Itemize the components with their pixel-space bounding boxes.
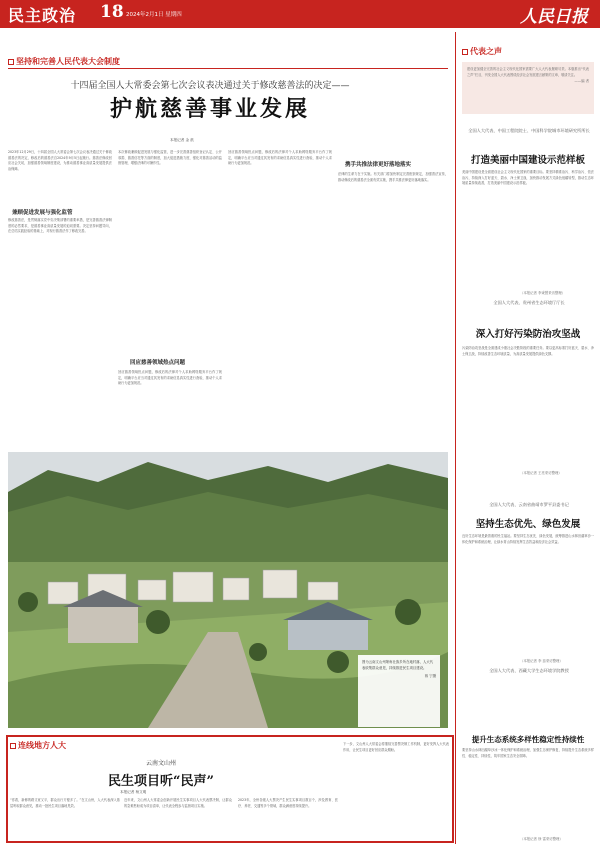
voice-intro-sign: ——编 者	[574, 79, 589, 84]
voice-intro-box	[462, 62, 594, 114]
voice-paragraph: 污染防治攻坚战是全面建成小康社会决胜阶段的重要任务。要以更高标准打好蓝天、碧水、净土保卫战，持续改善生态环境质量，为高质量发展提供绿色支撑。	[462, 346, 594, 356]
voice-sign: （本报记者 王亮采访整理）	[520, 471, 562, 475]
feature-headline: 民生项目听“民声”	[108, 774, 214, 789]
lead-pretitle: 十四届全国人大常委会第七次会议表决通过关于修改慈善法的决定——	[70, 81, 350, 91]
voice-sign: （本报记者 徐 雷采访整理）	[520, 837, 563, 841]
voice-intro-text: 建设更加健全完善的社会主义现代化国家需要广大人大代表履职尽责。本版推出“代表之声”栏目，刊发全国人大代表围绕经济社会发展建言献策的文章，敬请关注。	[467, 67, 589, 77]
feature-paragraph: 近年来，文山州人大常委会创新开展民生实事项目人大代表票决制，让群众的急难愁盼成为项目清单，让代表全程参与监督项目实施。	[124, 798, 232, 808]
voice-sign: （本报记者 李 蕊采访整理）	[520, 659, 563, 663]
lead-headline: 护航慈善事业发展	[109, 96, 310, 122]
caption-text: 图为云南文山州篆角壮族乡所在地村落，人大代表收集群众意见，持续推进民生项目建设。	[362, 660, 434, 670]
feature-rubric-text: 连线地方人大	[18, 741, 66, 750]
issue-date: 2024年2月1日 星期四	[126, 12, 182, 18]
feature-byline: 本报记者 杨文明	[120, 790, 147, 794]
lead-rubric-text: 坚持和完善人民代表大会制度	[16, 57, 120, 66]
column-divider	[455, 32, 456, 844]
voice-rubric	[462, 46, 502, 57]
lead-subhead: 兼顾促进发展与强化监管	[12, 210, 73, 216]
section-name: 民主政治	[8, 6, 77, 25]
voice-kicker: 全国人大代表、中国工程院院士、中国科学院城市环境研究所所长	[468, 128, 590, 133]
lead-paragraph: 修改慈善法，是贯彻落实党中央决策部署的重要举措，是完善慈善法律制度的必然要求，是慈善事业高质量发展的迫切需要。决定坚持问题导向，在总结实践经验的基础上，对现行慈善法作了修改完善。	[8, 218, 112, 234]
lead-byline: 本报记者 金 歆	[170, 138, 194, 142]
lead-paragraph: 法律的生命力在于实施。有关部门将加快制定完善配套规定，加强普法宣传，推动修改后的慈善法全面有效实施，携手共推法律更好落地落实。	[338, 172, 448, 182]
voice-headline: 坚持生态优先、绿色发展	[475, 519, 581, 530]
voice-rubric-text: 代表之声	[470, 47, 502, 56]
lead-subhead: 回应慈善领域热点问题	[130, 360, 186, 366]
page-number: 18	[100, 2, 124, 22]
voice-headline: 提升生态系统多样性稳定性持续性	[471, 735, 585, 744]
photo-caption	[358, 655, 440, 727]
lead-paragraph: 回应慈善领域热点问题，修改后的法律对个人求助网络服务平台作了规定，明确平台应当对通过其发布的求助信息真实性进行查验，推动个人求助行为更加规范。	[118, 370, 222, 386]
feature-paragraph: 2023年，全州各级人大票决产生民生实事项目数百个，涉及教育、医疗、养老、交通等多个领域，群众满意度持续提升。	[238, 798, 338, 808]
lead-subhead: 携手共推法律更好落地落实	[345, 162, 412, 168]
voice-paragraph: 良好生态环境是最普惠的民生福祉。要坚持生态优先、绿色发展，统筹推进山水林田湖草沙一体化保护和系统治理，让绿水青山持续发挥生态效益和经济社会效益。	[462, 534, 594, 544]
lead-rule	[8, 68, 448, 69]
voice-paragraph: 要坚持山水林田湖草沙冰一体化保护和系统治理，加强生态保护修复，持续提升生态系统多样性、稳定性、持续性，筑牢国家生态安全屏障。	[462, 748, 594, 758]
voice-sign: （本报记者 李秉慧采访整理）	[520, 291, 566, 295]
feature-paragraph: 下一步，文山州人大常委会将继续完善票决制工作机制，更好发挥人大代表作用，让民生项目更好回应群众期盼。	[343, 742, 449, 752]
newspaper-logo: 人民日报	[520, 7, 588, 27]
voice-kicker: 全国人大代表、西藏大学生态环境学院教授	[489, 668, 569, 673]
feature-rubric	[10, 740, 66, 751]
voice-kicker: 全国人大代表、贵州省生态环境厅厅长	[493, 300, 565, 305]
lead-rubric	[8, 56, 120, 67]
masthead	[0, 0, 600, 28]
rubric-square-icon	[8, 59, 14, 65]
voice-kicker: 全国人大代表、云南省曲靖市罗平县委书记	[489, 502, 569, 507]
lead-paragraph: 2023年12月29日，十四届全国人大常委会第七次会议表决通过关于修改慈善法的决定，修改后的慈善法自2024年9月5日起施行。慈善法修改回应社会关切，加强慈善领域制度建设，为推动慈善事业高质量发展提供法治保障。	[8, 150, 112, 171]
rubric-square-icon	[10, 743, 16, 749]
photo-credit: 蒋 宁摄	[424, 674, 436, 678]
voice-headline: 深入打好污染防治攻坚战	[475, 329, 581, 340]
rubric-square-icon	[462, 49, 468, 55]
lead-paragraph: 回应慈善领域热点问题，修改后的法律对个人求助网络服务平台作了规定，明确平台应当对通过其发布的求助信息真实性进行查验，推动个人求助行为更加规范。	[228, 150, 332, 166]
feature-paragraph: “你看，新修的路又宽又平，群众出行方便多了。”在文山州，人大代表深入基层听取群众意见，推动一批民生项目落地见效。	[10, 798, 120, 808]
lead-paragraph: 本次修改兼顾促进发展与强化监管，进一步完善慈善组织登记认定、公开募捐、慈善信托等方面的制度，加大促进措施力度，强化对慈善活动的监督管理，增强法律的可操作性。	[118, 150, 222, 166]
voice-paragraph: 美丽中国建设是全面建设社会主义现代化国家的重要目标。要坚持精准治污、科学治污、依法治污，持续深入打好蓝天、碧水、净土保卫战，加快推动发展方式绿色低碳转型，推动生态环境质量持续改善，打造美丽中国建设示范样板。	[462, 170, 594, 186]
feature-kicker: 云南文山州	[145, 760, 176, 767]
voice-headline: 打造美丽中国建设示范样板	[470, 155, 585, 166]
